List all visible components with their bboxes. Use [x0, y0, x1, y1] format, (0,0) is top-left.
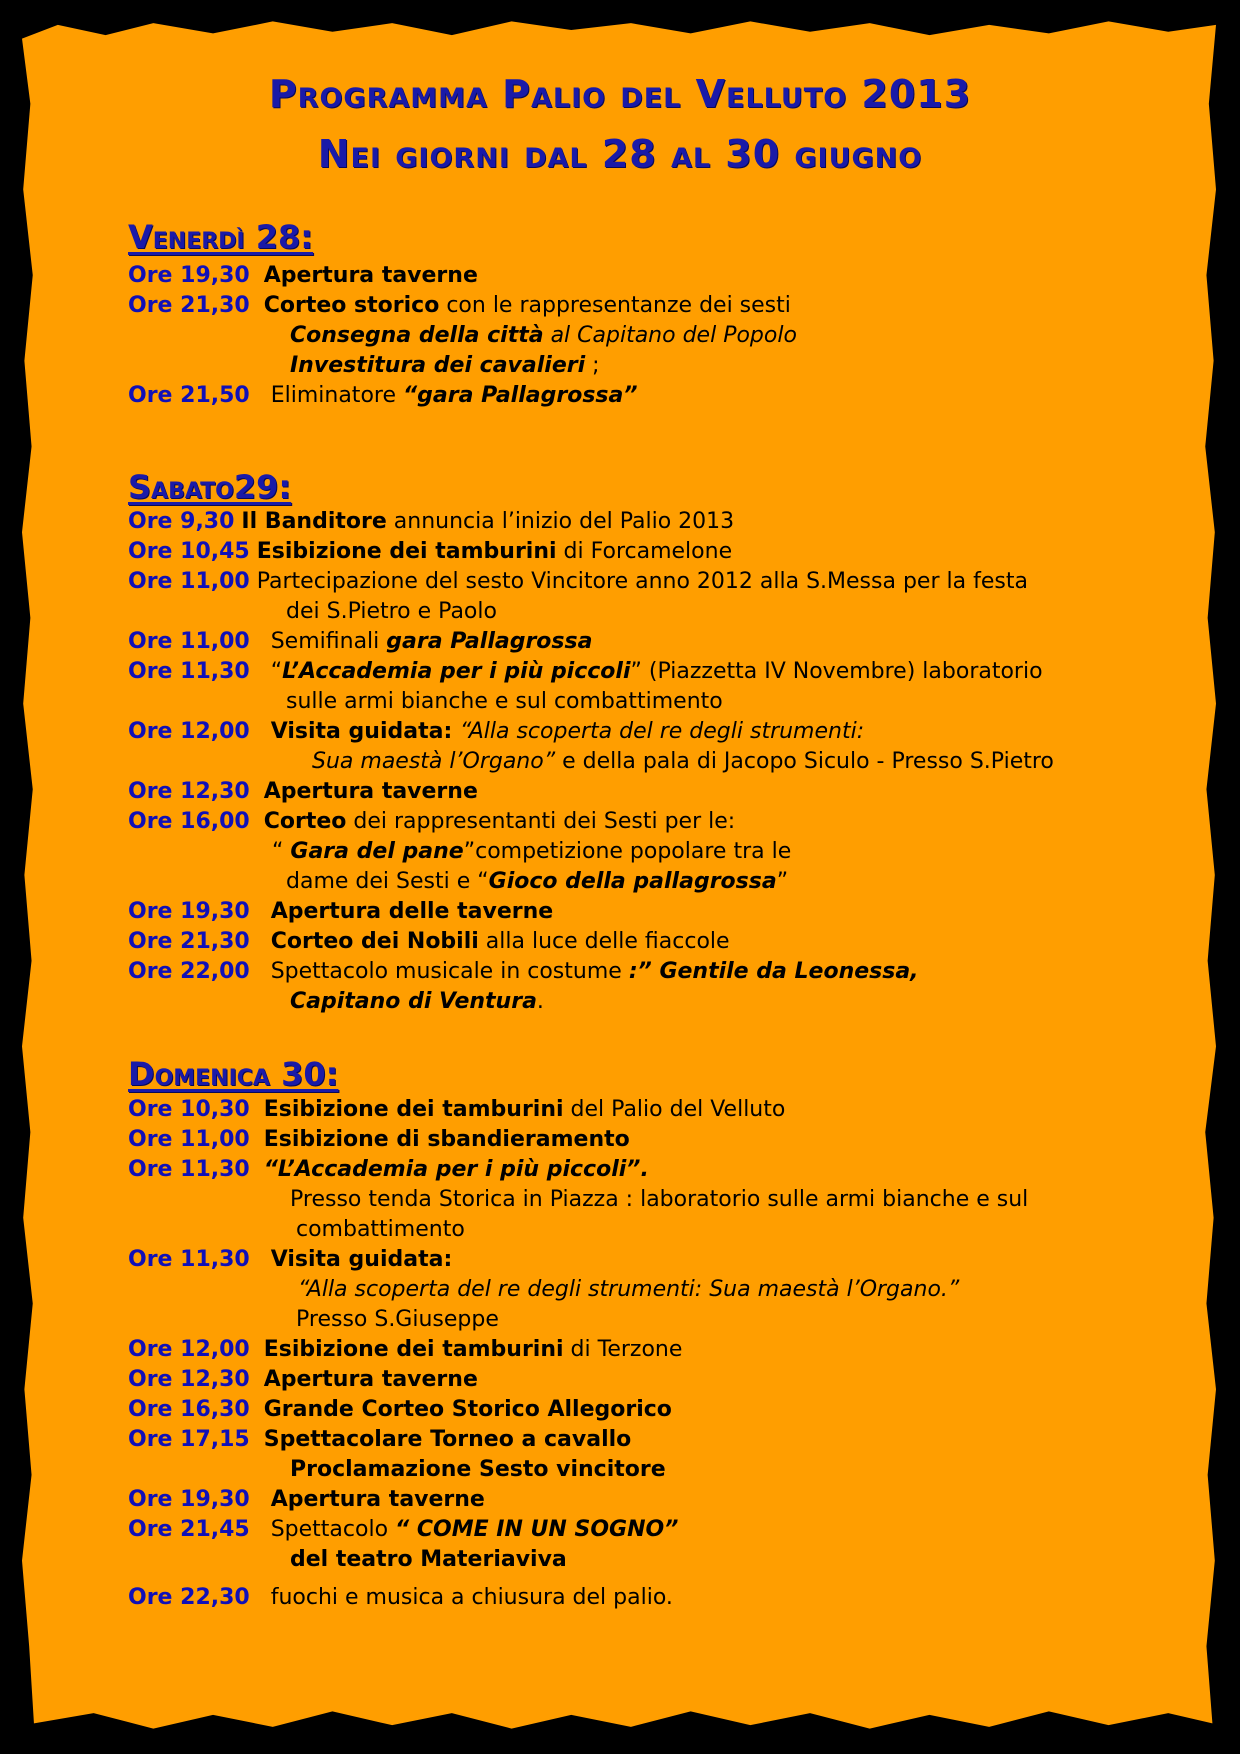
- event-title: Il Banditore: [241, 509, 387, 534]
- event-time: Ore 19,30: [128, 899, 250, 924]
- event-time: Ore 19,30: [128, 1487, 250, 1512]
- event-title: Corteo: [263, 809, 347, 834]
- event-continuation: sulle armi bianche e sul combattimento: [286, 689, 723, 714]
- event-continuation: [290, 321, 797, 351]
- event-detail: al Capitano del Popolo: [543, 323, 797, 348]
- event-time: Ore 21,45: [128, 1517, 250, 1542]
- event-detail: Eliminatore: [270, 383, 403, 408]
- event-detail: Spettacolo musicale in costume: [270, 959, 629, 984]
- event-continuation: Presso S.Giuseppe: [296, 1307, 499, 1332]
- event-time: Ore 11,30: [128, 659, 250, 684]
- page-title: Programma Palio del Velluto 2013: [268, 72, 972, 116]
- event-continuation: [290, 1545, 567, 1575]
- event-line: [128, 627, 592, 657]
- event-line: [128, 777, 478, 807]
- day-heading-domenica: Domenica 30:: [128, 1055, 339, 1093]
- event-time: Ore 12,30: [128, 1367, 250, 1392]
- event-time: Ore 11,00: [128, 629, 250, 654]
- event-title: Esibizione dei tamburini: [263, 1337, 564, 1362]
- event-detail: Partecipazione del sesto Vincitore anno 2012 alla S.Messa per la festa: [256, 569, 1028, 594]
- event-time: Ore 22,00: [128, 959, 250, 984]
- event-detail: Spettacolo: [270, 1517, 396, 1542]
- event-detail: di Forcamelone: [556, 539, 733, 564]
- event-line: [128, 927, 730, 957]
- event-title: Apertura delle taverne: [270, 899, 554, 924]
- event-time: Ore 21,30: [128, 293, 250, 318]
- event-title: Apertura taverne: [263, 779, 478, 804]
- event-line: [128, 507, 734, 537]
- event-time: Ore 19,30: [128, 263, 250, 288]
- event-line: [128, 261, 478, 291]
- event-continuation: combattimento: [296, 1217, 465, 1242]
- event-time: Ore 11,00: [128, 569, 250, 594]
- event-title: del teatro Materiaviva: [290, 1547, 567, 1572]
- event-title: Esibizione dei tamburini: [256, 539, 557, 564]
- event-line: [128, 1583, 673, 1613]
- event-time: Ore 12,00: [128, 719, 250, 744]
- event-detail: dame dei Sesti e “: [286, 869, 489, 894]
- day-heading-sabato: Sabato29:: [128, 468, 292, 506]
- event-title: Apertura taverne: [263, 263, 478, 288]
- event-detail: “Alla scoperta del re degli strumenti: Sua maestà l’Organo.”: [298, 1277, 960, 1302]
- event-detail: ;: [585, 353, 600, 378]
- event-line: [128, 1125, 630, 1155]
- event-title: Visita guidata:: [270, 1247, 453, 1272]
- event-title: gara Pallagrossa: [386, 629, 593, 654]
- event-detail: annuncia l’inizio del Palio 2013: [386, 509, 735, 534]
- event-line: [128, 291, 791, 321]
- event-title: “L’Accademia per i più piccoli”.: [263, 1157, 649, 1182]
- event-title: Spettacolare Torneo a cavallo: [263, 1427, 632, 1452]
- event-time: Ore 17,15: [128, 1427, 250, 1452]
- event-time: Ore 12,00: [128, 1337, 250, 1362]
- event-title: Investitura dei cavalieri: [290, 353, 586, 378]
- event-title: Proclamazione Sesto vincitore: [290, 1457, 666, 1482]
- event-time: Ore 21,50: [128, 383, 250, 408]
- event-continuation: [290, 1455, 666, 1485]
- event-time: Ore 10,30: [128, 1097, 250, 1122]
- event-detail: e della pala di Jacopo Siculo - Presso S.Pietro: [555, 749, 1054, 774]
- event-line: [128, 897, 553, 927]
- page-subtitle: Nei giorni dal 28 al 30 giugno: [317, 132, 923, 176]
- event-line: [128, 1425, 631, 1455]
- event-line: [128, 1395, 672, 1425]
- event-title: “ COME IN UN SOGNO”: [395, 1517, 679, 1542]
- event-detail: ”competizione popolare tra le: [463, 839, 792, 864]
- event-detail: fuochi e musica a chiusura del palio.: [270, 1585, 673, 1610]
- event-line: [128, 1365, 478, 1395]
- event-line: [128, 1245, 452, 1275]
- event-time: Ore 10,45: [128, 539, 250, 564]
- event-title: Visita guidata:: [270, 719, 460, 744]
- event-line: [128, 1155, 649, 1185]
- event-continuation: Presso tenda Storica in Piazza : laboratorio sulle armi bianche e sul: [290, 1187, 1029, 1212]
- event-time: Ore 16,00: [128, 809, 250, 834]
- event-line: [128, 1485, 485, 1515]
- event-title: Grande Corteo Storico Allegorico: [263, 1397, 672, 1422]
- event-continuation: dei S.Pietro e Paolo: [286, 599, 497, 624]
- event-line: [128, 957, 919, 987]
- event-line: [128, 537, 732, 567]
- event-time: Ore 22,30: [128, 1585, 250, 1610]
- event-title: Apertura taverne: [263, 1367, 478, 1392]
- event-line: [128, 807, 735, 837]
- event-title: Consegna della città: [290, 323, 544, 348]
- event-continuation: Capitano di Ventura.: [290, 989, 544, 1014]
- event-line: Ore 11,30 “L’Accademia per i più piccoli” (Piazzetta IV Novembre) laboratorio: [128, 659, 1043, 684]
- event-line: [128, 1515, 678, 1545]
- event-title: Esibizione dei tamburini: [263, 1097, 564, 1122]
- event-time: Ore 16,30: [128, 1397, 250, 1422]
- event-title: :” Gentile da Leonessa,: [628, 959, 919, 984]
- event-title: Gara del pane: [290, 839, 464, 864]
- event-continuation: [312, 747, 1054, 777]
- event-continuation: [290, 351, 600, 381]
- event-title: Corteo dei Nobili: [270, 929, 479, 954]
- event-line: [128, 1095, 785, 1125]
- event-detail: alla luce delle fiaccole: [478, 929, 730, 954]
- event-detail: di Terzone: [563, 1337, 683, 1362]
- event-detail: con le rappresentanze dei sesti: [439, 293, 791, 318]
- event-detail: Sua maestà l’Organo”: [312, 749, 556, 774]
- event-title: Corteo storico: [263, 293, 440, 318]
- event-title: Capitano di Ventura: [290, 989, 537, 1014]
- event-line: [128, 567, 1028, 597]
- event-time: Ore 12,30: [128, 779, 250, 804]
- event-title: “gara Pallagrossa”: [403, 383, 638, 408]
- event-continuation: “ Gara del pane”competizione popolare tra le: [272, 839, 792, 864]
- event-detail: del Palio del Velluto: [563, 1097, 786, 1122]
- event-title: Apertura taverne: [270, 1487, 485, 1512]
- event-detail: Semifinali: [270, 629, 387, 654]
- event-detail: “Alla scoperta del re degli strumenti:: [459, 719, 865, 744]
- event-time: Ore 11,30: [128, 1247, 250, 1272]
- event-continuation: dame dei Sesti e “Gioco della pallagrossa”: [286, 869, 789, 894]
- day-heading-venerdi: Venerdì 28:: [128, 218, 314, 256]
- event-title: Esibizione di sbandieramento: [263, 1127, 630, 1152]
- event-detail: dei rappresentanti dei Sesti per le:: [346, 809, 736, 834]
- event-line: [128, 717, 864, 747]
- event-line: [128, 1335, 682, 1365]
- event-time: Ore 11,00: [128, 1127, 250, 1152]
- event-line: [128, 381, 638, 411]
- event-title: Gioco della pallagrossa: [488, 869, 777, 894]
- event-time: Ore 9,30: [128, 509, 235, 534]
- event-time: Ore 11,30: [128, 1157, 250, 1182]
- event-time: Ore 21,30: [128, 929, 250, 954]
- event-detail: ” (Piazzetta IV Novembre) laboratorio: [630, 659, 1043, 684]
- event-title: L’Accademia per i più piccoli: [282, 659, 631, 684]
- event-continuation: [298, 1275, 959, 1305]
